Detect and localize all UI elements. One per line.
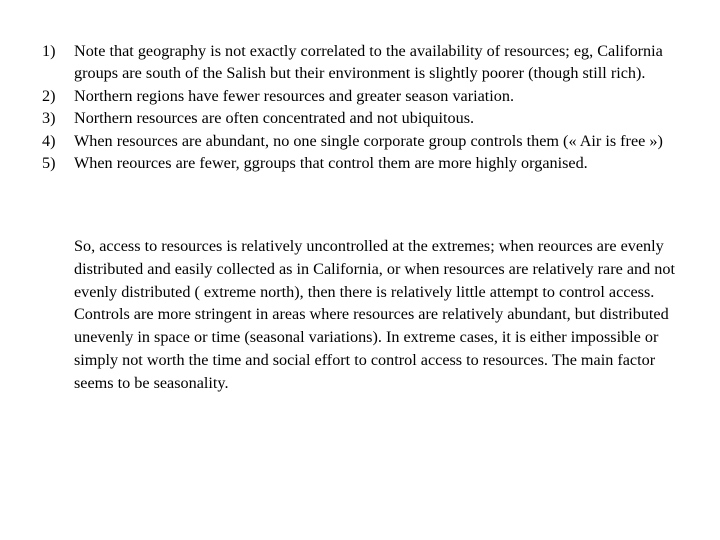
list-item [42,107,682,129]
numbered-list [42,40,682,174]
list-item [42,40,682,85]
list-item-text: Note that geography is not exactly correlated to the availability of resources; eg, California groups are south of the Salish but their environment is slightly poorer (though still rich). [74,42,663,83]
list-item [42,85,682,107]
list-number: 5) [42,154,56,173]
list-number: 4) [42,131,56,150]
list-item [42,152,682,174]
list-item [42,130,682,152]
list-number: 3) [42,109,56,128]
list-item-text: Northern regions have fewer resources and greater season variation. [74,86,515,105]
list-item-text: When resources are abundant, no one single corporate group controls them (« Air is free ») [74,131,663,150]
list-item-text: When reources are fewer, ggroups that control them are more highly organised. [74,154,588,173]
list-number: 1) [42,42,56,60]
list-item-text: Northern resources are often concentrated and not ubiquitous. [74,109,475,128]
summary-paragraph: So, access to resources is relatively uncontrolled at the extremes; when reources are evenly distributed and easily collected as in California, or when resources are relatively rare and not evenly distributed ( extreme north), then there is relatively little attempt to control access. Controls are more stringent in areas where resources are relatively abundant, but distributed unevenly in space or time (seasonal variations). In extreme cases, it is either impossible or simply not worth the time and social effort to control access to resources. The main factor seems to be seasonality. [74,237,675,392]
list-number: 2) [42,86,56,105]
